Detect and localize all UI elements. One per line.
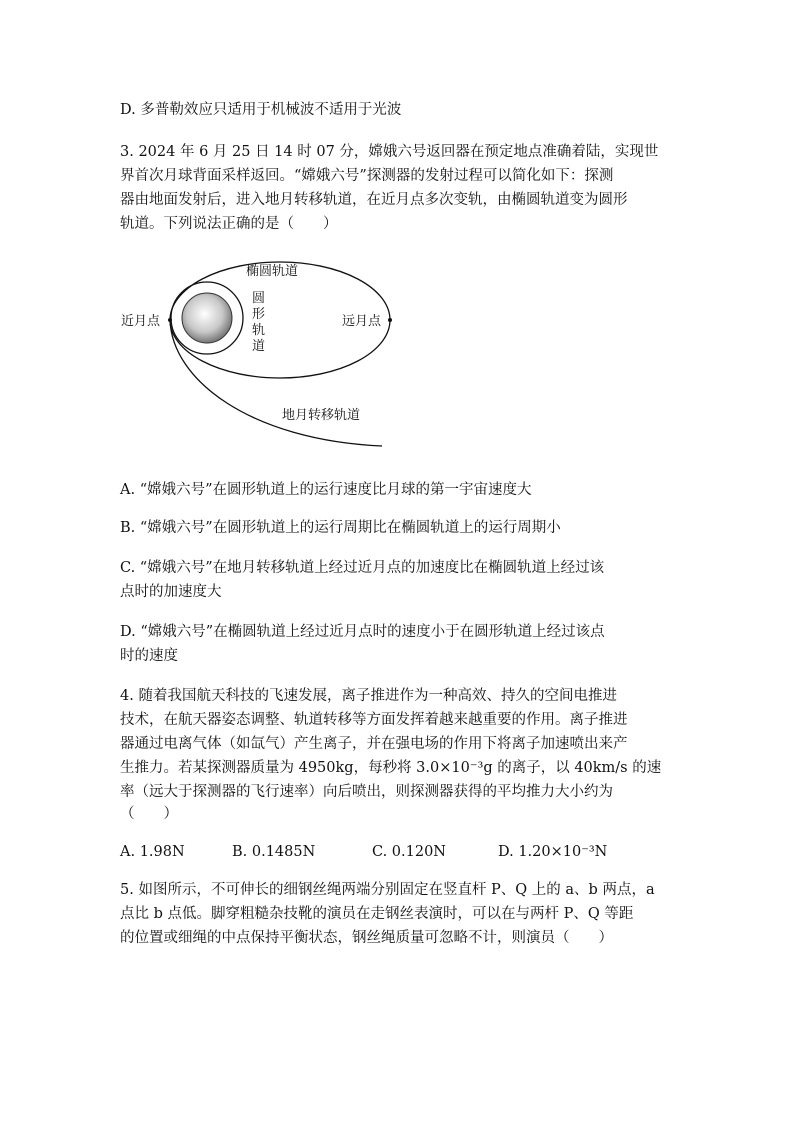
q3-stem-line: 3. 2024 年 6 月 25 日 14 时 07 分，嫦娥六号返回器在预定地点准确着陆，实现世 xyxy=(120,144,659,160)
perilune-point xyxy=(168,318,172,322)
q4-option-a: A. 1.98N xyxy=(120,844,185,860)
circle-orbit-label-char: 圆 xyxy=(252,291,266,306)
q2-option-d: D. 多普勒效应只适用于机械波不适用于光波 xyxy=(120,102,402,118)
q5-stem-line: 点比 b 点低。脚穿粗糙杂技靴的演员在走钢丝表演时，可以在与两杆 P、Q 等距 xyxy=(120,906,634,922)
ellipse-orbit-label: 椭圆轨道 xyxy=(246,264,299,279)
q3-option-b: B. “嫦娥六号”在圆形轨道上的运行周期比在椭圆轨道上的运行周期小 xyxy=(120,520,561,536)
q4-stem-line: （ ） xyxy=(120,806,178,822)
q4-stem-line: 4. 随着我国航天科技的飞速发展，离子推进作为一种高效、持久的空间电推进 xyxy=(120,688,617,704)
circle-orbit-label-char: 形 xyxy=(252,307,266,322)
circle-orbit-label-char: 道 xyxy=(252,339,266,354)
q4-stem-line: 生推力。若某探测器质量为 4950kg，每秒将 3.0×10⁻³g 的离子，以 40km/s 的速 xyxy=(120,760,662,776)
apolune-label: 远月点 xyxy=(342,314,382,329)
q4-stem-line: 率（远大于探测器的飞行速率）向后喷出，则探测器获得的平均推力大小约为 xyxy=(120,784,613,800)
q5-stem-line: 5. 如图所示，不可伸长的细钢丝绳两端分别固定在竖直杆 P、Q 上的 a、b 两点，a xyxy=(120,882,655,898)
q3-option-d-line: D. “嫦娥六号”在椭圆轨道上经过近月点时的速度小于在圆形轨道上经过该点 xyxy=(120,624,605,640)
q3-stem-line: 轨道。下列说法正确的是（ ） xyxy=(120,216,338,232)
perilune-label: 近月点 xyxy=(121,314,161,329)
q3-stem-line: 界首次月球背面采样返回。“嫦娥六号”探测器的发射过程可以简化如下：探测 xyxy=(120,168,614,184)
circle-orbit-label-char: 轨 xyxy=(252,323,266,338)
moon-icon xyxy=(182,293,232,343)
q4-stem-line: 技术，在航天器姿态调整、轨道转移等方面发挥着越来越重要的作用。离子推进 xyxy=(120,712,628,728)
q3-stem-line: 器由地面发射后，进入地月转移轨道，在近月点多次变轨，由椭圆轨道变为圆形 xyxy=(120,192,628,208)
q3-option-c-line: C. “嫦娥六号”在地月转移轨道上经过近月点的加速度比在椭圆轨道上经过该 xyxy=(120,560,605,576)
q5-stem-line: 的位置或细绳的中点保持平衡状态，钢丝绳质量可忽略不计，则演员（ ） xyxy=(120,930,613,946)
q4-options xyxy=(120,842,680,862)
q3-option-a: A. “嫦娥六号”在圆形轨道上的运行速度比月球的第一宇宙速度大 xyxy=(120,482,532,498)
q3-option-d-line: 时的速度 xyxy=(120,648,178,664)
q4-option-d: D. 1.20×10⁻³N xyxy=(498,844,608,860)
q4-option-b: B. 0.1485N xyxy=(232,844,316,860)
q4-option-c: C. 0.120N xyxy=(372,844,446,860)
q4-stem-line: 器通过电离气体（如氙气）产生离子，并在强电场的作用下将离子加速喷出来产 xyxy=(120,736,628,752)
apolune-point xyxy=(388,318,392,322)
q3-option-c-line: 点时的加速度大 xyxy=(120,584,222,600)
orbit-diagram xyxy=(110,250,410,450)
transfer-orbit-label: 地月转移轨道 xyxy=(282,408,361,423)
